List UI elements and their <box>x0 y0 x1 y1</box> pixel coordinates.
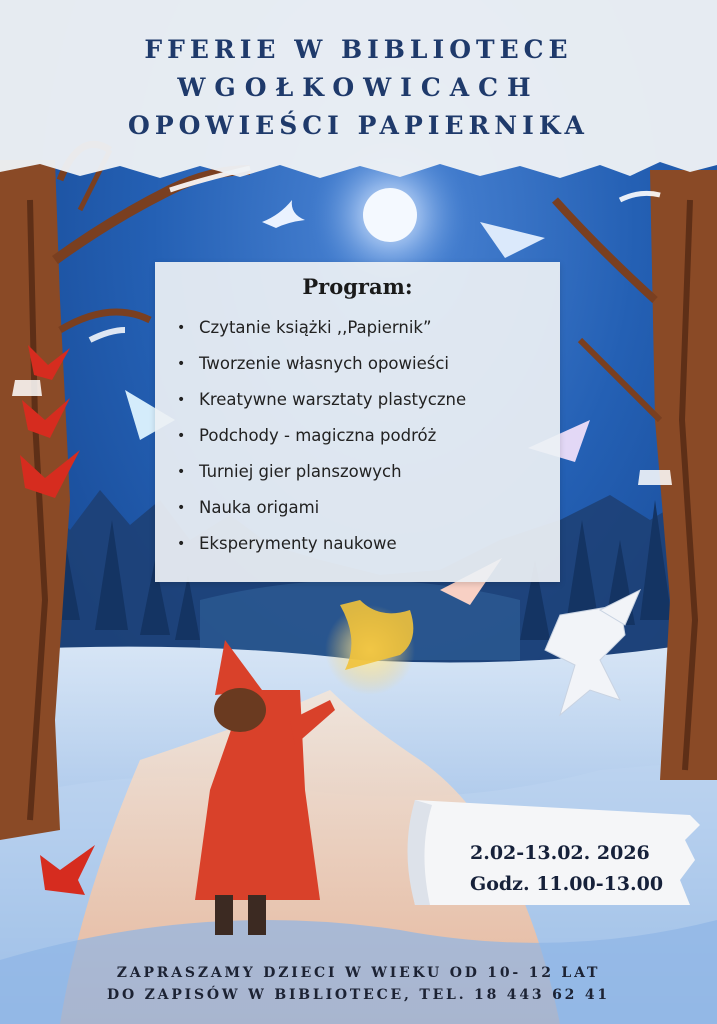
program-heading: Program: <box>302 274 413 299</box>
list-item <box>177 458 466 494</box>
program-list <box>177 314 466 566</box>
event-hours: Godz. 11.00-13.00 <box>470 873 664 895</box>
program-card <box>155 262 560 582</box>
program-item-label: Eksperymenty naukowe <box>199 534 397 553</box>
list-item <box>177 386 466 422</box>
program-item-label: Turniej gier planszowych <box>199 462 402 481</box>
bullet-icon: • <box>177 428 186 444</box>
bullet-icon: • <box>177 500 186 516</box>
program-item-label: Nauka origami <box>199 498 320 517</box>
program-item-label: Czytanie książki ,,Papiernik” <box>199 318 432 337</box>
bullet-icon: • <box>177 392 186 408</box>
event-date-scroll <box>470 838 690 900</box>
program-item-label: Podchody - magiczna podróż <box>199 426 437 445</box>
program-item-label: Kreatywne warsztaty plastyczne <box>199 390 467 409</box>
event-dates: 2.02-13.02. 2026 <box>470 842 650 864</box>
title-line-2: WGOŁKOWICACH <box>177 72 540 102</box>
title-line-1: FFERIE W BIBLIOTECE <box>144 34 573 64</box>
moon-icon <box>363 188 417 242</box>
bullet-icon: • <box>177 464 186 480</box>
list-item <box>177 530 466 566</box>
program-item-label: Tworzenie własnych opowieści <box>199 354 450 373</box>
list-item <box>177 350 466 386</box>
list-item <box>177 494 466 530</box>
title-line-3: OPOWIEŚCI PAPIERNIKA <box>128 110 589 140</box>
footer-line-2: DO ZAPISÓW W BIBLIOTECE, TEL. 18 443 62 41 <box>107 987 610 1003</box>
bullet-icon: • <box>177 356 186 372</box>
bullet-icon: • <box>177 536 186 552</box>
list-item <box>177 422 466 458</box>
footer-invitation <box>0 962 717 1006</box>
title-banner <box>0 0 717 175</box>
footer-line-1: ZAPRASZAMY DZIECI W WIEKU OD 10- 12 LAT <box>116 965 601 981</box>
bullet-icon: • <box>177 320 186 336</box>
list-item <box>177 314 466 350</box>
